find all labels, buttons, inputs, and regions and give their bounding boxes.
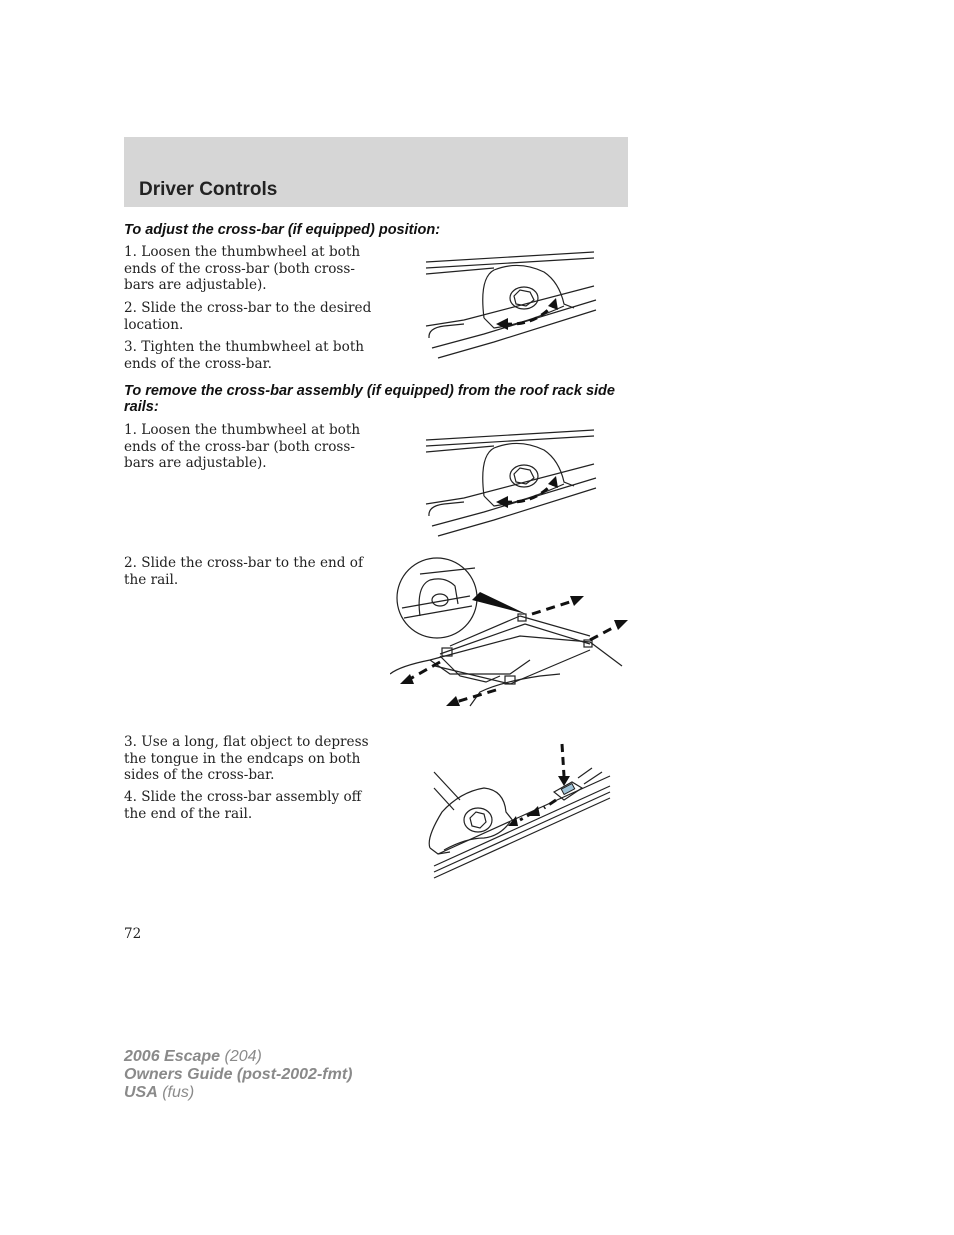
footer-line-1: 2006 Escape (204) xyxy=(124,1048,262,1065)
adjust-step-2: 2. Slide the cross-bar to the desired location. xyxy=(124,300,372,333)
remove-step-3: 3. Use a long, flat object to depress the tongue in the endcaps on both sides of the cross-bar. xyxy=(124,734,369,783)
adjust-step-3: 3. Tighten the thumbwheel at both ends of the cross-bar. xyxy=(124,339,365,372)
remove-step-4: 4. Slide the cross-bar assembly off the end of the rail. xyxy=(124,789,362,822)
thumbwheel-adjust-illustration xyxy=(424,248,599,363)
adjust-step-1: 1. Loosen the thumbwheel at both ends of the cross-bar (both cross-bars are adjustable). xyxy=(124,244,361,293)
thumbwheel-loosen-illustration xyxy=(424,426,599,541)
adjust-crossbar-heading: To adjust the cross-bar (if equipped) position: xyxy=(124,222,441,238)
section-title: Driver Controls xyxy=(139,179,278,200)
remove-step-2: 2. Slide the cross-bar to the end of the rail. xyxy=(124,555,364,588)
endcap-tongue-illustration xyxy=(424,742,614,884)
footer-line-2: Owners Guide (post-2002-fmt) xyxy=(124,1066,353,1083)
page-number: 72 xyxy=(124,926,142,942)
document-footer xyxy=(124,1048,352,1102)
slide-crossbar-illustration xyxy=(390,556,632,716)
footer-line-3: USA (fus) xyxy=(124,1084,195,1101)
section-header-band xyxy=(124,137,628,207)
remove-crossbar-heading: To remove the cross-bar assembly (if equipped) from the roof rack side rails: xyxy=(124,383,615,415)
remove-step-1: 1. Loosen the thumbwheel at both ends of the cross-bar (both cross-bars are adjustable). xyxy=(124,422,361,471)
